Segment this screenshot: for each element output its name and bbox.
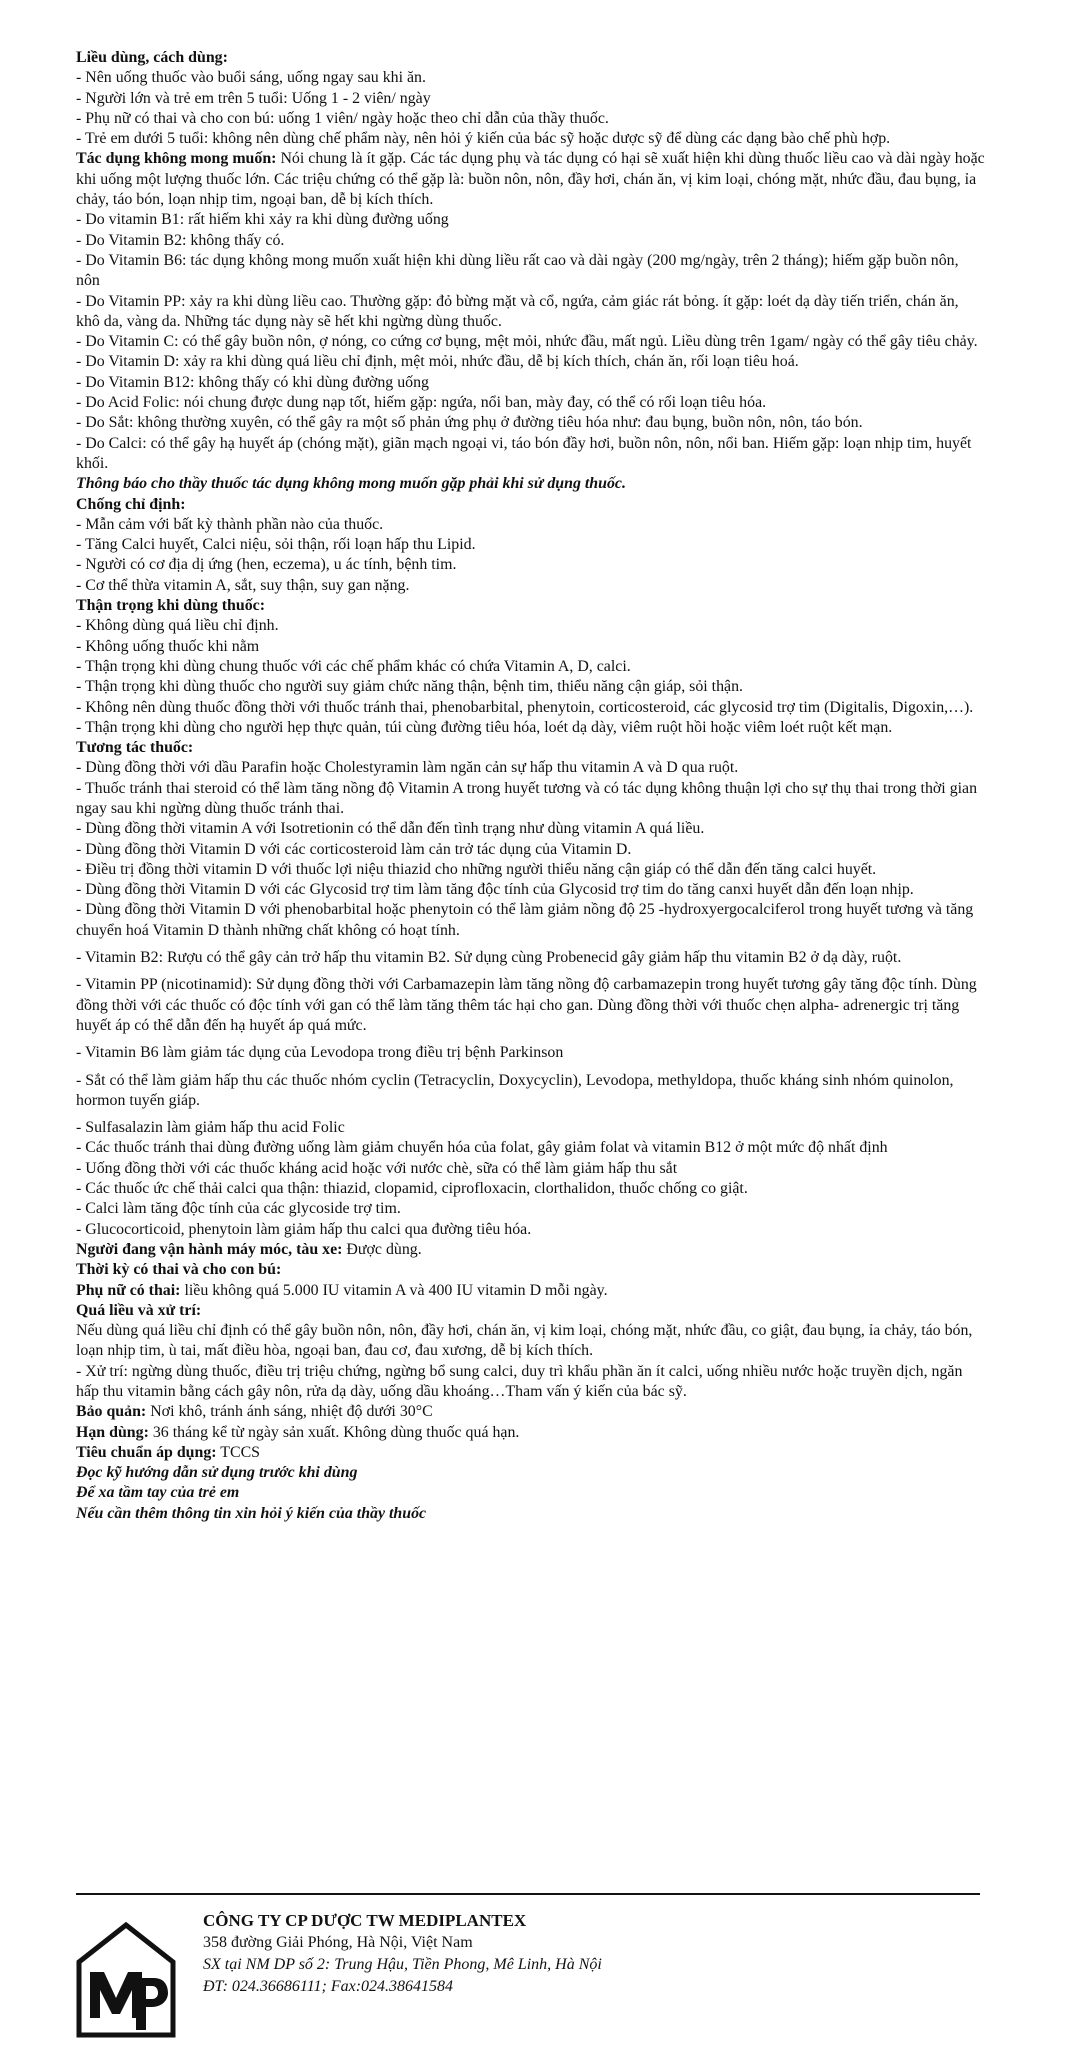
machinery-label: Người đang vận hành máy móc, tàu xe: <box>76 1240 343 1258</box>
pregnancy-label: Phụ nữ có thai: <box>76 1281 181 1299</box>
warning-keep-from-children: Để xa tầm tay của trẻ em <box>76 1484 240 1502</box>
list-item: Nếu dùng quá liều chỉ định có thể gây buồn nôn, nôn, đầy hơi, chán ăn, vị kim loại, chóng mặt, nhức đầu, co giật, đau bụng, ỉa chảy, táo bón, loạn nhịp tim, ù tai, mất điều hòa, ngoại ban, đau cơ, đau xương, dễ bị kích thích. <box>76 1322 973 1360</box>
list-item: - Calci làm tăng độc tính của các glycoside trợ tim. <box>76 1200 401 1218</box>
list-item: - Thận trọng khi dùng cho người hẹp thực quản, túi cùng đường tiêu hóa, loét dạ dày, viêm ruột hồi hoặc viêm loét ruột kết mạn. <box>76 718 893 736</box>
footer-divider <box>76 1893 980 1895</box>
warning-ask-doctor: Nếu cần thêm thông tin xin hỏi ý kiến của thầy thuốc <box>76 1504 427 1522</box>
section-heading-overdose: Quá liều và xử trí: <box>76 1301 202 1319</box>
expiry-label: Hạn dùng: <box>76 1423 149 1441</box>
section-heading-contraindications: Chống chỉ định: <box>76 495 186 513</box>
company-info <box>203 1910 602 1998</box>
machinery-line <box>76 1240 986 1260</box>
list-item: - Dùng đồng thời với dầu Parafin hoặc Cholestyramin làm ngăn cản sự hấp thu vitamin A và D qua ruột. <box>76 759 739 777</box>
list-item: - Uống đồng thời với các thuốc kháng acid hoặc với nước chè, sữa có thể làm giảm hấp thu sắt <box>76 1159 678 1177</box>
list-item: - Dùng đồng thời Vitamin D với phenobarbital hoặc phenytoin có thể làm giảm nồng độ 25 -hydroxyergocalciferol trong huyết tương và tăng chuyển hoá Vitamin D thành những chất không có hoạt tính. <box>76 901 974 939</box>
list-item: - Vitamin B6 làm giảm tác dụng của Levodopa trong điều trị bệnh Parkinson <box>76 1044 564 1062</box>
section-heading-precautions: Thận trọng khi dùng thuốc: <box>76 597 265 615</box>
list-item: - Người có cơ địa dị ứng (hen, eczema), u ác tính, bệnh tim. <box>76 556 457 574</box>
storage-label: Bảo quản: <box>76 1403 147 1421</box>
company-address: 358 đường Giải Phóng, Hà Nội, Việt Nam <box>203 1934 473 1951</box>
list-item: - Không uống thuốc khi nằm <box>76 637 260 655</box>
pregnancy-value: liều không quá 5.000 IU vitamin A và 400 IU vitamin D mỗi ngày. <box>184 1281 608 1299</box>
side-effects-notice: Thông báo cho thầy thuốc tác dụng không mong muốn gặp phải khi sử dụng thuốc. <box>76 475 626 493</box>
list-item: - Các thuốc ức chế thải calci qua thận: thiazid, clopamid, ciprofloxacin, clorthalidon, thuốc chống co giật. <box>76 1180 748 1198</box>
list-item: - Người lớn và trẻ em trên 5 tuổi: Uống 1 - 2 viên/ ngày <box>76 89 431 107</box>
list-item: - Không nên dùng thuốc đồng thời với thuốc tránh thai, phenobarbital, phenytoin, corticosteroid, các glycosid trợ tim (Digitalis, Digoxin,…). <box>76 698 974 716</box>
list-item: - Phụ nữ có thai và cho con bú: uống 1 viên/ ngày hoặc theo chỉ dẫn của thầy thuốc. <box>76 109 609 127</box>
pregnancy-line <box>76 1281 986 1301</box>
list-item: - Vitamin B2: Rượu có thể gây cản trở hấp thu vitamin B2. Sử dụng cùng Probenecid gây giảm hấp thu vitamin B2 ở dạ dày, ruột. <box>76 949 902 967</box>
list-item: - Do Vitamin B12: không thấy có khi dùng đường uống <box>76 373 429 391</box>
list-item: - Mẫn cảm với bất kỳ thành phần nào của thuốc. <box>76 515 384 533</box>
section-heading-side-effects: Tác dụng không mong muốn: <box>76 150 277 168</box>
list-item: - Do Vitamin B2: không thấy có. <box>76 231 285 249</box>
company-factory: SX tại NM DP số 2: Trung Hậu, Tiền Phong, Mê Linh, Hà Nội <box>203 1956 602 1973</box>
list-item: - Do Sắt: không thường xuyên, có thể gây ra một số phản ứng phụ ở đường tiêu hóa như: đau bụng, buồn nôn, nôn, táo bón. <box>76 414 863 432</box>
list-item: - Xử trí: ngừng dùng thuốc, điều trị triệu chứng, ngừng bổ sung calci, duy trì khẩu phần ăn ít calci, uống nhiều nước hoặc truyền dịch, ngăn hấp thu vitamin bằng cách gây nôn, rửa dạ dày, uống dầu khoáng…Tham vấn ý kiến của bác sỹ. <box>76 1362 963 1400</box>
list-item: - Glucocorticoid, phenytoin làm giảm hấp thu calci qua đường tiêu hóa. <box>76 1220 532 1238</box>
list-item: - Do Acid Folic: nói chung được dung nạp tốt, hiếm gặp: ngứa, nổi ban, mày đay, có thể có rối loạn tiêu hóa. <box>76 394 767 412</box>
list-item: - Nên uống thuốc vào buổi sáng, uống ngay sau khi ăn. <box>76 69 426 87</box>
company-contact: ĐT: 024.36686111; Fax:024.38641584 <box>203 1978 454 1995</box>
expiry-value: 36 tháng kể từ ngày sản xuất. Không dùng thuốc quá hạn. <box>152 1423 520 1441</box>
warning-read-instructions: Đọc kỹ hướng dẫn sử dụng trước khi dùng <box>76 1464 358 1482</box>
list-item: - Cơ thể thừa vitamin A, sắt, suy thận, suy gan nặng. <box>76 576 410 594</box>
list-item: - Tăng Calci huyết, Calci niệu, sỏi thận, rối loạn hấp thu Lipid. <box>76 536 476 554</box>
machinery-value: Được dùng. <box>346 1240 422 1258</box>
storage-line <box>76 1402 986 1422</box>
storage-value: Nơi khô, tránh ánh sáng, nhiệt độ dưới 30°C <box>150 1403 433 1421</box>
list-item: - Các thuốc tránh thai dùng đường uống làm giảm chuyển hóa của folat, gây giảm folat và vitamin B12 ở một mức độ nhất định <box>76 1139 888 1157</box>
list-item: - Điều trị đồng thời vitamin D với thuốc lợi niệu thiazid cho những người thiểu năng cận giáp có thể dẫn đến tăng calci huyết. <box>76 860 877 878</box>
list-item: - Do vitamin B1: rất hiếm khi xảy ra khi dùng đường uống <box>76 211 449 229</box>
footer <box>76 1898 986 2048</box>
list-item: - Do Vitamin PP: xảy ra khi dùng liều cao. Thường gặp: đỏ bừng mặt và cổ, ngứa, cảm giác rát bỏng. ít gặp: loét dạ dày tiến triển, chán ăn, khô da, vàng da. Những tác dụng này sẽ hết khi ngừng dùng thuốc. <box>76 292 959 330</box>
list-item: - Do Vitamin B6: tác dụng không mong muốn xuất hiện khi dùng liều rất cao và dài ngày (200 mg/ngày, trên 2 tháng); hiếm gặp buồn nôn, nôn <box>76 251 959 290</box>
standard-label: Tiêu chuẩn áp dụng: <box>76 1443 217 1461</box>
list-item: - Thuốc tránh thai steroid có thể làm tăng nồng độ Vitamin A trong huyết tương và có tác dụng không thuận lợi cho sự thụ thai trong thời gian ngay sau khi ngừng dùng thuốc tránh thai. <box>76 779 978 817</box>
expiry-line <box>76 1423 986 1443</box>
leaflet-body <box>76 48 986 1524</box>
list-item: - Vitamin PP (nicotinamid): Sử dụng đồng thời với Carbamazepin làm tăng nồng độ carbamazepin trong huyết tương gây tăng độc tính. Dùng đồng thời với các thuốc có độc tính với gan có thể làm tăng thêm tác hại cho gan. Dùng đồng thời với thuốc chẹn alpha- adrenergic trị tăng huyết áp có thể dẫn đến hạ huyết áp quá mức. <box>76 976 977 1034</box>
standard-line <box>76 1443 986 1463</box>
list-item: - Dùng đồng thời vitamin A với Isotretionin có thể dẫn đến tình trạng như dùng vitamin A quá liều. <box>76 820 705 838</box>
section-heading-dosage: Liều dùng, cách dùng: <box>76 49 228 66</box>
list-item: - Do Vitamin D: xảy ra khi dùng quá liều chỉ định, mệt mỏi, nhức đầu, dễ bị kích thích, chán ăn, rối loạn tiêu hoá. <box>76 353 799 371</box>
company-name: CÔNG TY CP DƯỢC TW MEDIPLANTEX <box>203 1911 527 1930</box>
standard-value: TCCS <box>220 1443 261 1461</box>
section-heading-interactions: Tương tác thuốc: <box>76 739 194 757</box>
side-effects-intro <box>76 149 986 210</box>
mediplantex-logo-icon <box>76 1922 176 2038</box>
list-item: - Dùng đồng thời Vitamin D với các corticosteroid làm cản trở tác dụng của Vitamin D. <box>76 840 632 858</box>
list-item: - Không dùng quá liều chỉ định. <box>76 617 279 635</box>
list-item: - Trẻ em dưới 5 tuổi: không nên dùng chế phẩm này, nên hỏi ý kiến của bác sỹ hoặc dược sỹ để dùng các dạng bào chế phù hợp. <box>76 130 891 148</box>
list-item: - Dùng đồng thời Vitamin D với các Glycosid trợ tim làm tăng độc tính của Glycosid trợ tim do tăng canxi huyết dẫn đến loạn nhịp. <box>76 881 914 899</box>
side-effects-intro-text: Nói chung là ít gặp. Các tác dụng phụ và tác dụng có hại sẽ xuất hiện khi dùng thuốc liều cao và dài ngày hoặc khi uống một lượng thuốc lớn. Các triệu chứng có thể gặp là: buồn nôn, nôn, đầy hơi, chán ăn, vị kim loại, chóng mặt, nhức đầu, đau bụng, ỉa chảy, táo bón, loạn nhịp tim, ngoại ban, dễ bị kích thích. <box>76 150 985 209</box>
list-item: - Thận trọng khi dùng chung thuốc với các chế phẩm khác có chứa Vitamin A, D, calci. <box>76 657 631 675</box>
list-item: - Do Vitamin C: có thể gây buồn nôn, ợ nóng, co cứng cơ bụng, mệt mỏi, nhức đầu, mất ngủ. Liều dùng trên 1gam/ ngày có thể gây tiêu chảy. <box>76 333 978 351</box>
list-item: - Sắt có thể làm giảm hấp thu các thuốc nhóm cyclin (Tetracyclin, Doxycyclin), Levodopa, methyldopa, thuốc kháng sinh nhóm quinolon, hormon tuyến giáp. <box>76 1071 954 1109</box>
list-item: - Thận trọng khi dùng thuốc cho người suy giảm chức năng thận, bệnh tim, thiểu năng cận giáp, sỏi thận. <box>76 678 744 696</box>
list-item: - Do Calci: có thể gây hạ huyết áp (chóng mặt), giãn mạch ngoại vi, táo bón đầy hơi, buồn nôn, nôn, nổi ban. Hiếm gặp: loạn nhịp tim, huyết khối. <box>76 434 972 472</box>
list-item: - Sulfasalazin làm giảm hấp thu acid Folic <box>76 1119 345 1137</box>
section-heading-pregnancy: Thời kỳ có thai và cho con bú: <box>76 1261 282 1279</box>
